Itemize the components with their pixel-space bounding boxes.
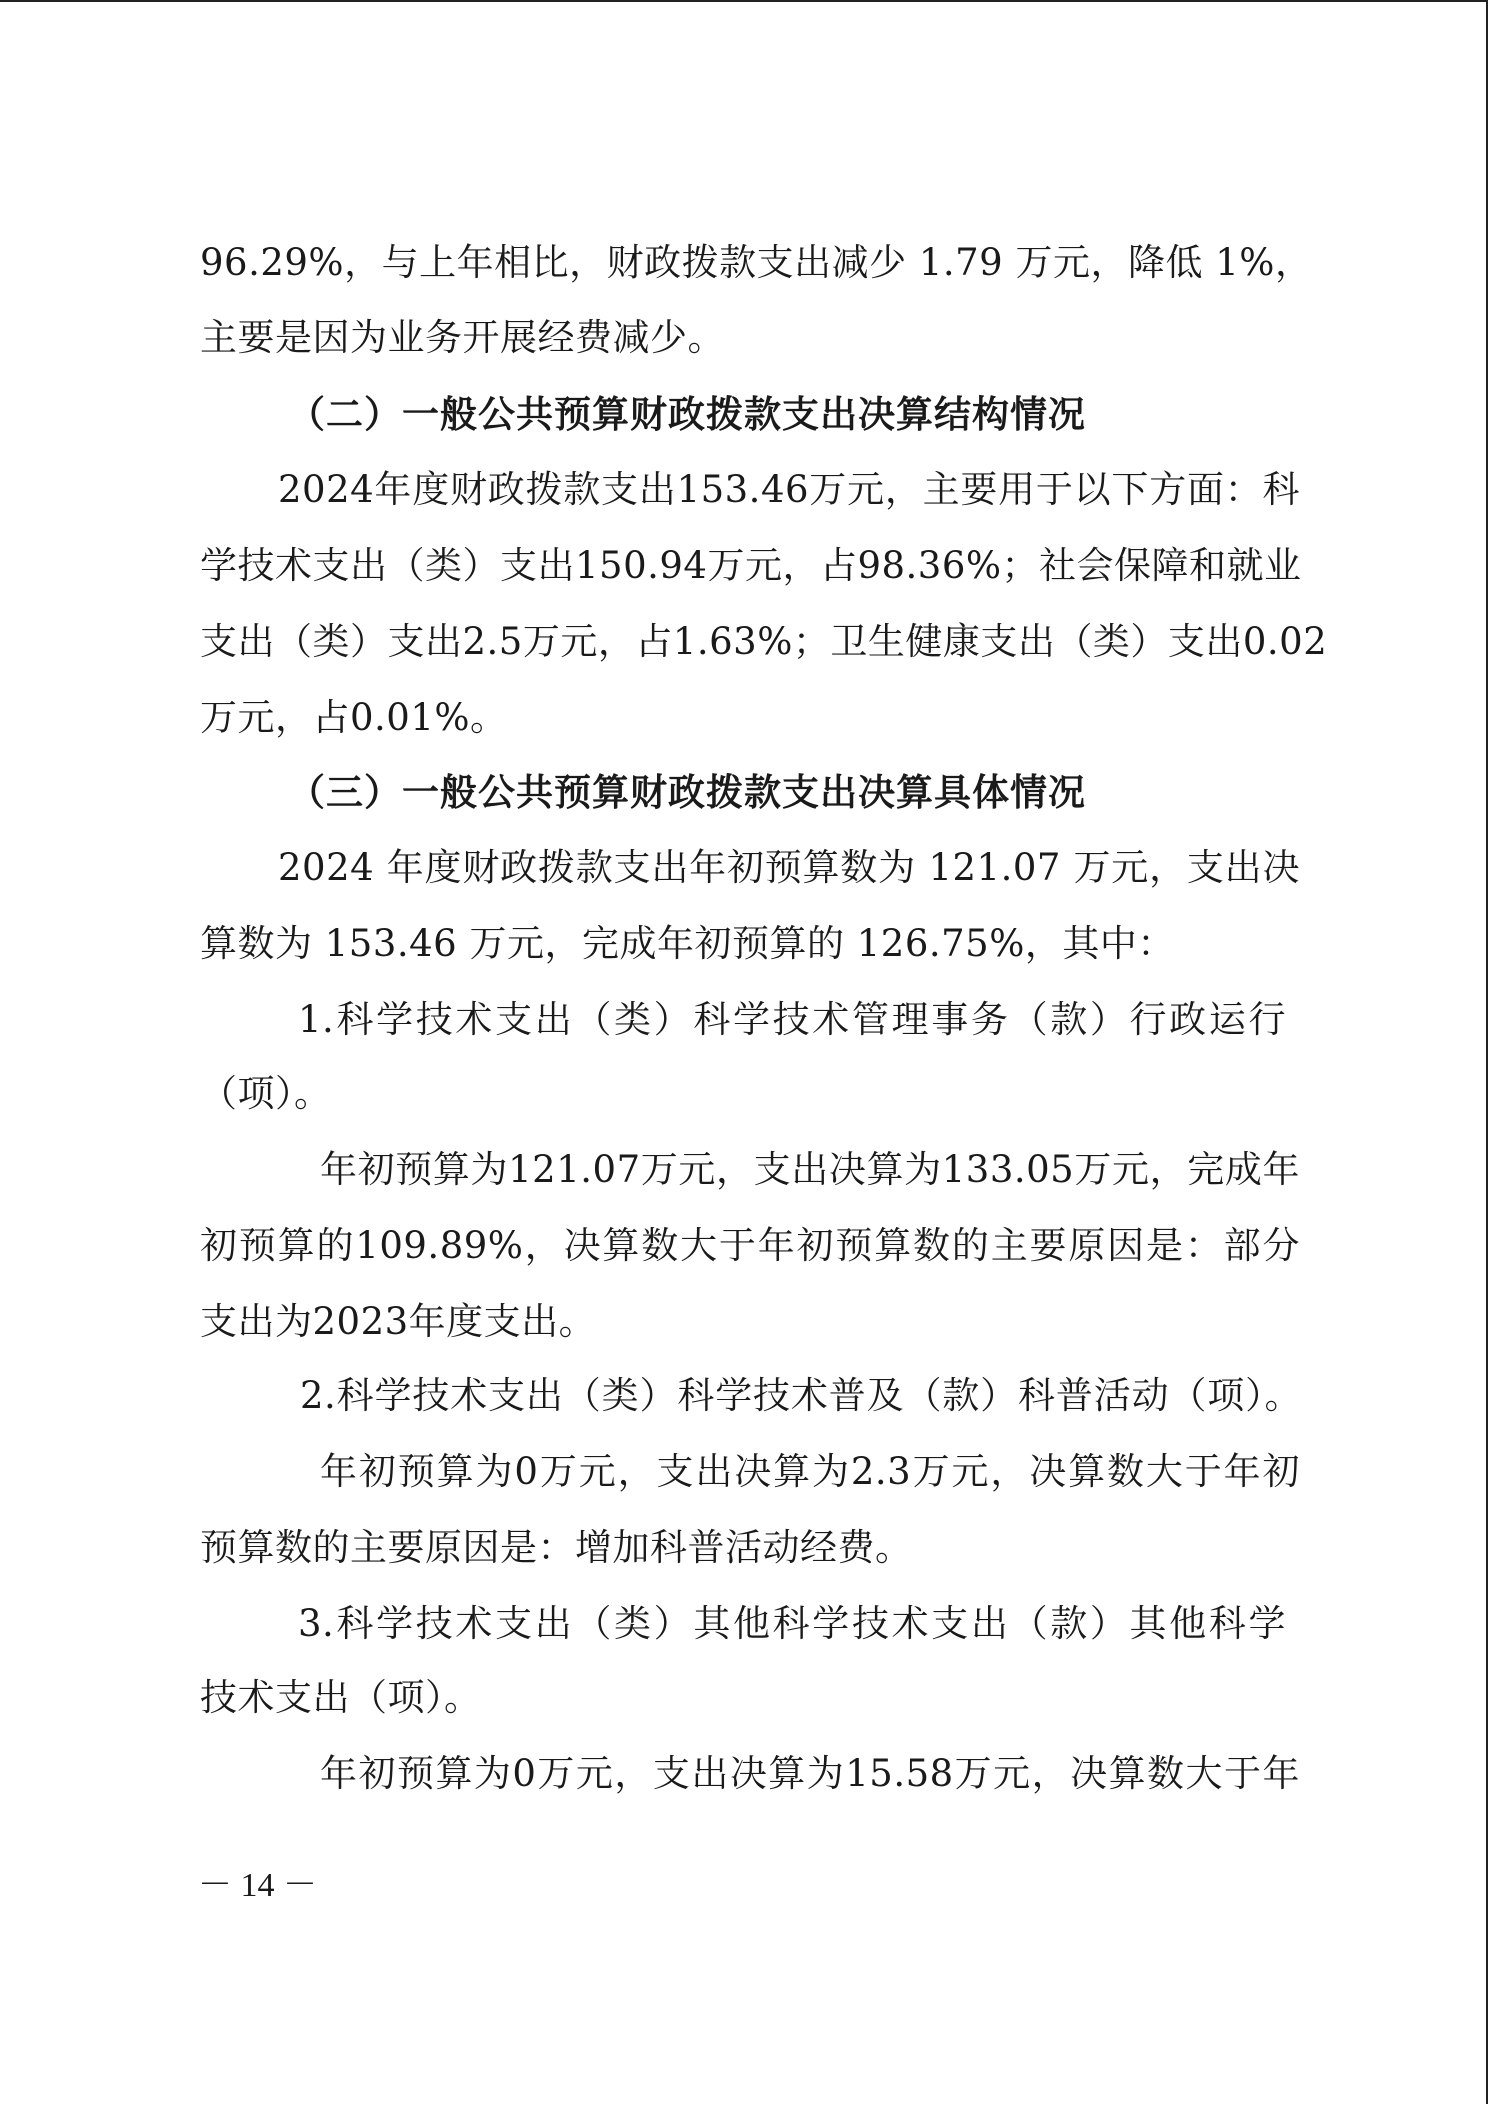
paragraph-line: 万元，占0.01%。: [200, 696, 508, 739]
paragraph-line: 2024年度财政拨款支出153.46万元，主要用于以下方面：科: [278, 468, 1300, 511]
paragraph-line: 年初预算为0万元，支出决算为2.3万元，决算数大于年初: [320, 1450, 1300, 1493]
list-item-heading: 2.科学技术支出（类）科学技术普及（款）科普活动（项）。: [300, 1374, 1302, 1417]
list-item-heading: 1.科学技术支出（类）科学技术管理事务（款）行政运行: [298, 998, 1286, 1041]
list-item-heading: （项）。: [200, 1072, 332, 1115]
section-heading: （三）一般公共预算财政拨款支出决算具体情况: [288, 770, 1086, 814]
list-item-heading: 技术支出（项）。: [200, 1676, 482, 1719]
paragraph-line: 初预算的109.89%，决算数大于年初预算数的主要原因是：部分: [200, 1224, 1300, 1267]
page-number: － 14 －: [198, 1867, 317, 1904]
paragraph-line: 2024 年度财政拨款支出年初预算数为 121.07 万元，支出决: [278, 846, 1300, 889]
paragraph-line: 支出（类）支出2.5万元，占1.63%；卫生健康支出（类）支出0.02: [200, 620, 1328, 663]
list-item-heading: 3.科学技术支出（类）其他科学技术支出（款）其他科学: [298, 1602, 1286, 1645]
paragraph-line: 算数为 153.46 万元，完成年初预算的 126.75%，其中：: [200, 922, 1175, 965]
paragraph-line: 年初预算为0万元，支出决算为15.58万元，决算数大于年: [320, 1752, 1300, 1795]
paragraph-line: 学技术支出（类）支出150.94万元，占98.36%；社会保障和就业: [200, 544, 1302, 587]
paragraph-line: 预算数的主要原因是：增加科普活动经费。: [200, 1526, 913, 1569]
paragraph-line: 主要是因为业务开展经费减少。: [200, 316, 725, 359]
section-heading: （二）一般公共预算财政拨款支出决算结构情况: [288, 392, 1086, 436]
paragraph-line: 年初预算为121.07万元，支出决算为133.05万元，完成年: [320, 1148, 1300, 1191]
paragraph-line: 支出为2023年度支出。: [200, 1300, 597, 1343]
paragraph-line: 96.29%，与上年相比，财政拨款支出减少 1.79 万元，降低 1%，: [200, 241, 1313, 284]
